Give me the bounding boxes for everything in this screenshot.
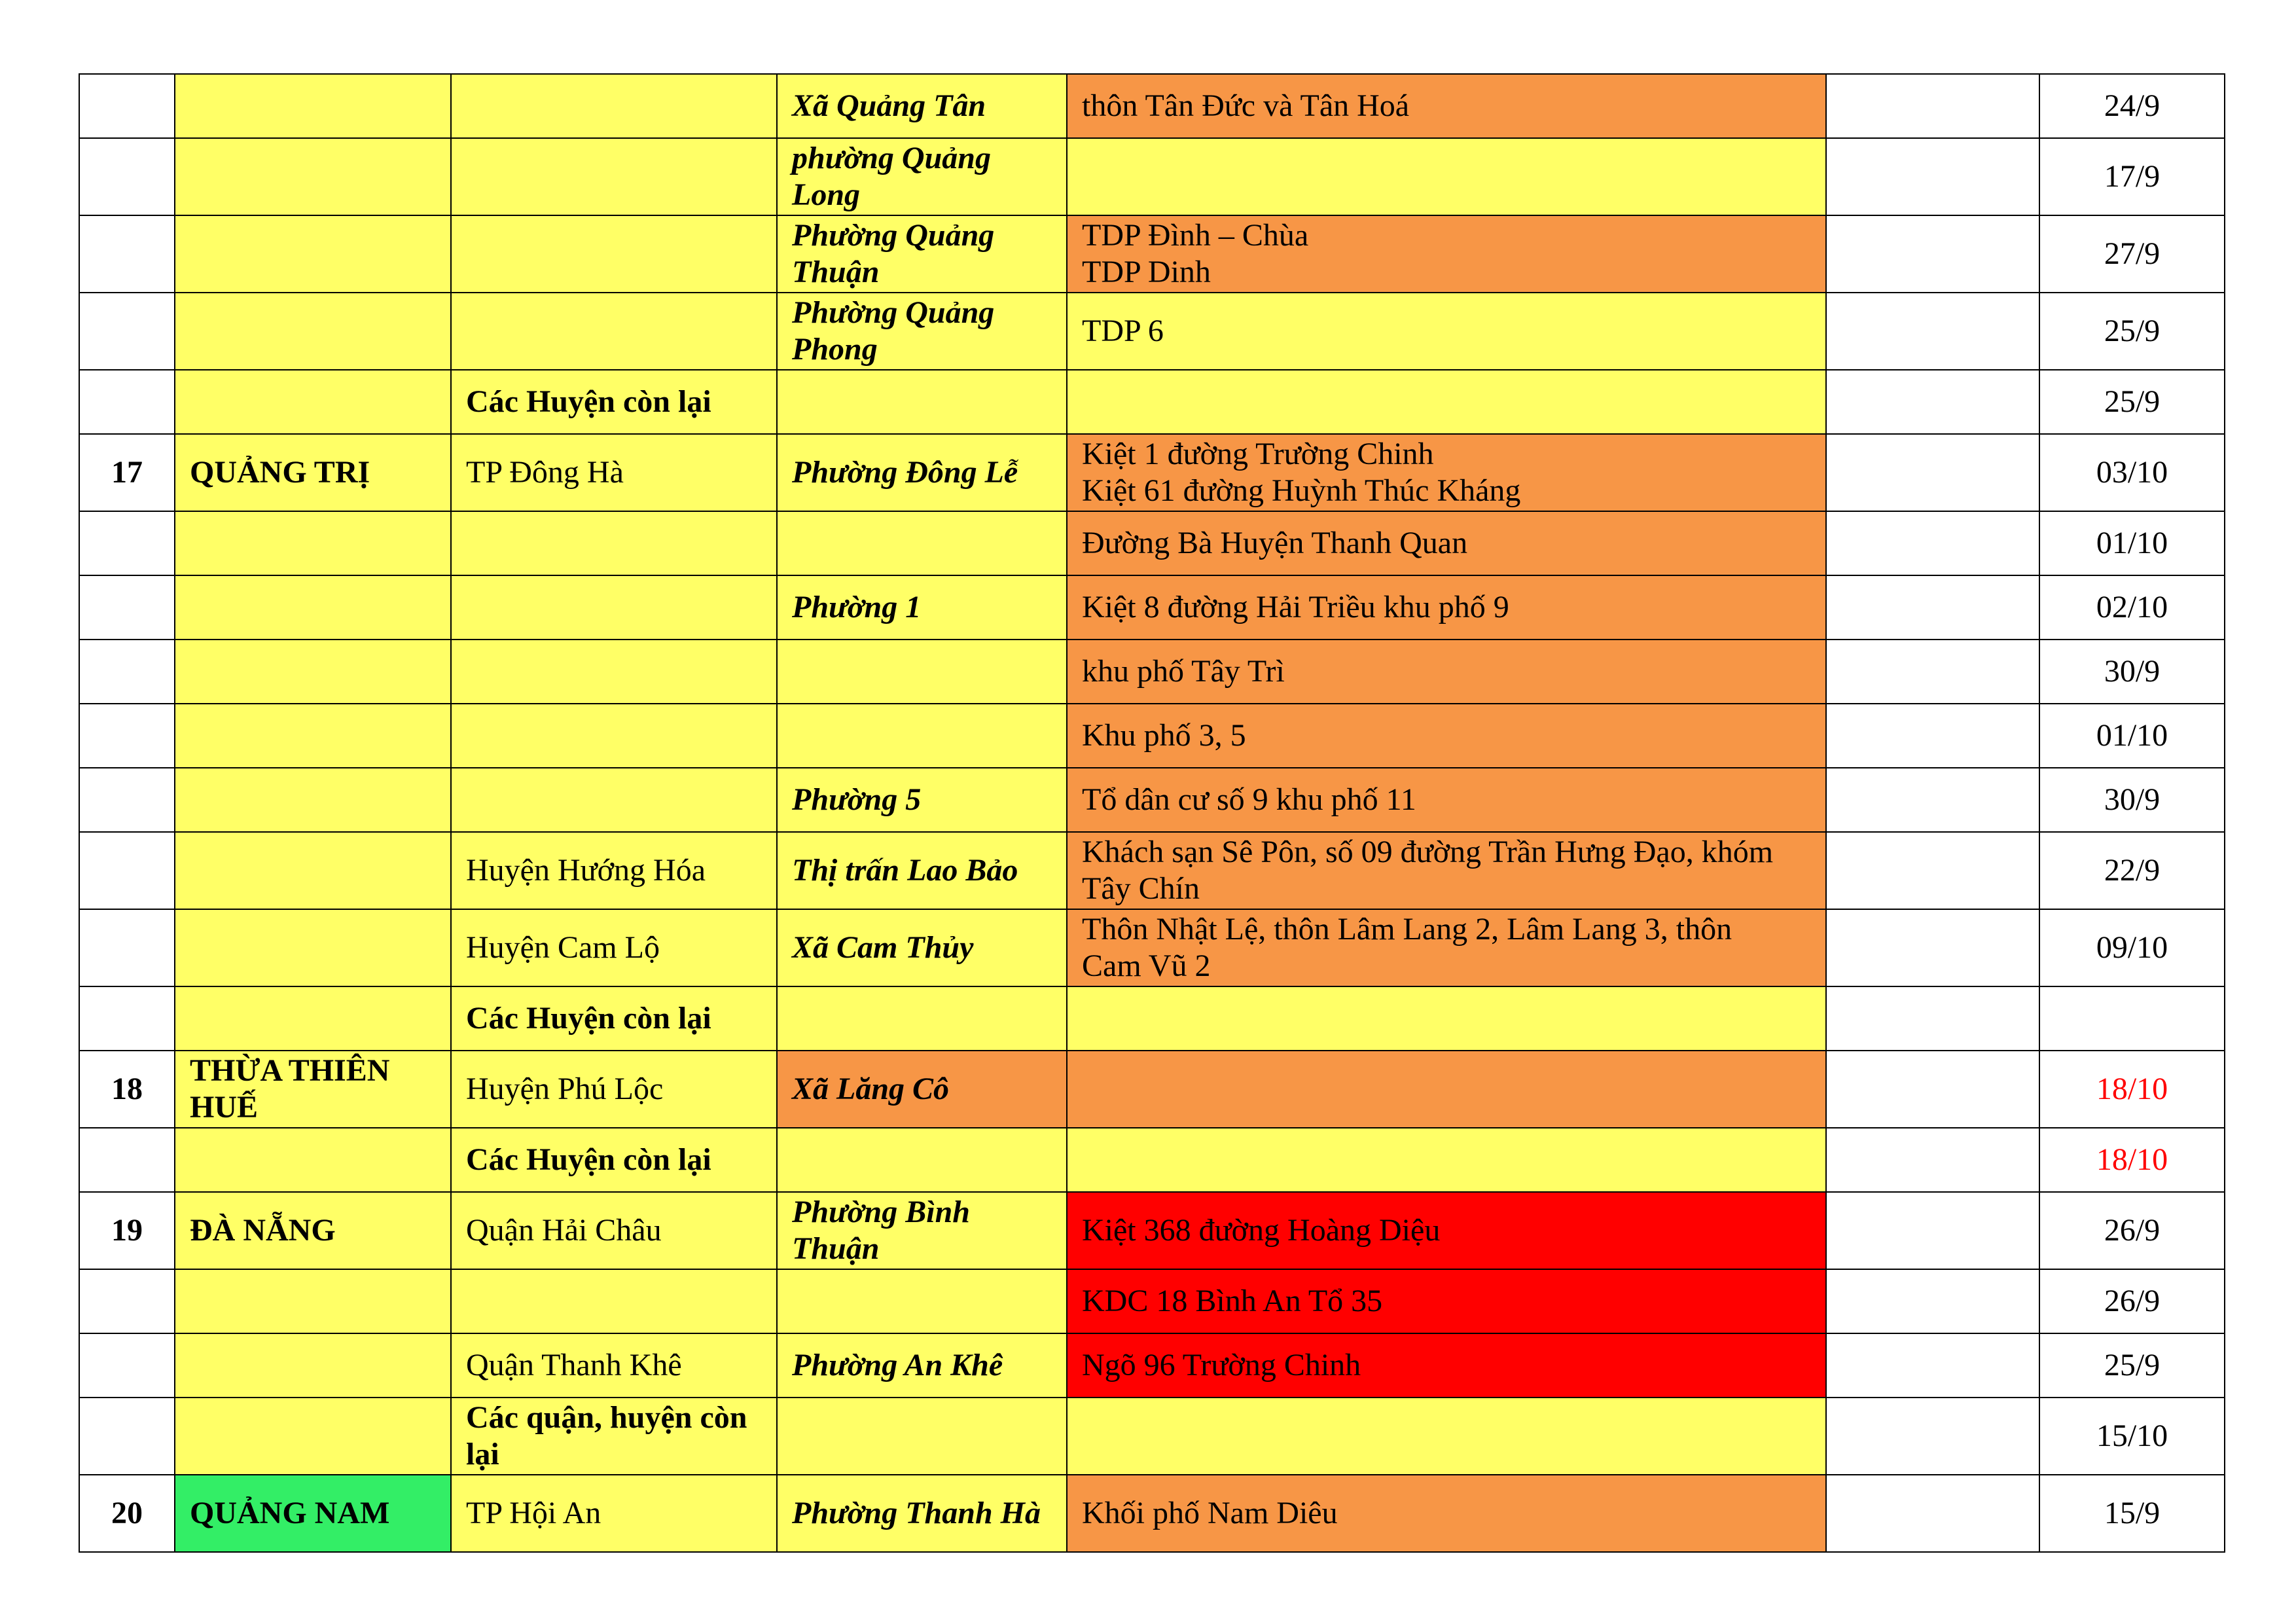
note-cell — [1826, 1333, 2039, 1398]
ward-cell: Phường Quảng Phong — [777, 293, 1067, 370]
location-line: Tây Chín — [1082, 871, 1200, 906]
ward-cell — [777, 986, 1067, 1051]
stt-cell: 19 — [79, 1192, 175, 1269]
table-row — [79, 215, 2225, 293]
note-cell — [1826, 1051, 2039, 1128]
date-cell: 03/10 — [2039, 434, 2225, 511]
date-cell: 01/10 — [2039, 511, 2225, 575]
note-cell — [1826, 434, 2039, 511]
district-cell — [451, 215, 777, 293]
location-line: Khu phố 3, 5 — [1082, 718, 1246, 753]
stt-cell — [79, 640, 175, 704]
date-cell: 02/10 — [2039, 575, 2225, 640]
ward-cell — [777, 511, 1067, 575]
stt-cell — [79, 704, 175, 768]
note-cell — [1826, 909, 2039, 986]
ward-cell: Phường Đông Lễ — [777, 434, 1067, 511]
province-cell — [175, 293, 451, 370]
note-cell — [1826, 575, 2039, 640]
note-cell — [1826, 832, 2039, 909]
district-cell — [451, 511, 777, 575]
district-cell: Huyện Hướng Hóa — [451, 832, 777, 909]
province-cell — [175, 575, 451, 640]
location-cell — [1067, 74, 1826, 138]
table-row — [79, 832, 2225, 909]
date-cell: 18/10 — [2039, 1051, 2225, 1128]
date-cell: 15/10 — [2039, 1398, 2225, 1475]
table-row — [79, 1398, 2225, 1475]
location-cell — [1067, 511, 1826, 575]
date-cell: 01/10 — [2039, 704, 2225, 768]
province-cell: QUẢNG TRỊ — [175, 434, 451, 511]
district-cell — [451, 640, 777, 704]
stt-cell — [79, 370, 175, 434]
date-cell: 25/9 — [2039, 1333, 2225, 1398]
district-cell — [451, 768, 777, 832]
district-cell: Các Huyện còn lại — [451, 370, 777, 434]
ward-cell — [777, 704, 1067, 768]
district-cell — [451, 74, 777, 138]
location-cell — [1067, 370, 1826, 434]
note-cell — [1826, 1475, 2039, 1552]
ward-cell: Xã Cam Thủy — [777, 909, 1067, 986]
table-row — [79, 575, 2225, 640]
table-row — [79, 768, 2225, 832]
ward-cell — [777, 370, 1067, 434]
table-row — [79, 1475, 2225, 1552]
location-line: thôn Tân Đức và Tân Hoá — [1082, 88, 1410, 123]
date-cell: 09/10 — [2039, 909, 2225, 986]
table-row — [79, 704, 2225, 768]
location-cell — [1067, 1269, 1826, 1333]
location-cell — [1067, 1128, 1826, 1192]
table-row — [79, 1128, 2225, 1192]
date-cell: 24/9 — [2039, 74, 2225, 138]
table-row — [79, 434, 2225, 511]
ward-cell: Phường 5 — [777, 768, 1067, 832]
location-cell — [1067, 1333, 1826, 1398]
location-line: Kiệt 1 đường Trường Chinh — [1082, 437, 1434, 471]
date-cell: 25/9 — [2039, 293, 2225, 370]
date-cell: 15/9 — [2039, 1475, 2225, 1552]
stt-cell — [79, 1333, 175, 1398]
note-cell — [1826, 1128, 2039, 1192]
location-line: TDP 6 — [1082, 314, 1164, 348]
province-cell — [175, 768, 451, 832]
location-line: Cam Vũ 2 — [1082, 948, 1211, 983]
district-cell: Huyện Cam Lộ — [451, 909, 777, 986]
table-row — [79, 138, 2225, 215]
province-cell — [175, 832, 451, 909]
location-cell — [1067, 909, 1826, 986]
note-cell — [1826, 74, 2039, 138]
stt-cell — [79, 293, 175, 370]
district-cell: TP Đông Hà — [451, 434, 777, 511]
location-cell — [1067, 768, 1826, 832]
location-cell — [1067, 575, 1826, 640]
note-cell — [1826, 1398, 2039, 1475]
ward-cell: Phường An Khê — [777, 1333, 1067, 1398]
date-cell: 26/9 — [2039, 1192, 2225, 1269]
table-row — [79, 1269, 2225, 1333]
table-row — [79, 1051, 2225, 1128]
ward-cell: Phường Quảng Thuận — [777, 215, 1067, 293]
table-row — [79, 986, 2225, 1051]
stt-cell: 18 — [79, 1051, 175, 1128]
district-cell — [451, 1269, 777, 1333]
stt-cell — [79, 768, 175, 832]
table-row — [79, 74, 2225, 138]
location-line: Đường Bà Huyện Thanh Quan — [1082, 526, 1468, 560]
ward-cell: Phường Bình Thuận — [777, 1192, 1067, 1269]
province-cell — [175, 1398, 451, 1475]
province-cell — [175, 640, 451, 704]
stt-cell — [79, 138, 175, 215]
date-cell — [2039, 986, 2225, 1051]
location-line: Thôn Nhật Lệ, thôn Lâm Lang 2, Lâm Lang 3, thôn — [1082, 912, 1732, 947]
province-cell — [175, 986, 451, 1051]
note-cell — [1826, 215, 2039, 293]
table-row — [79, 1192, 2225, 1269]
note-cell — [1826, 986, 2039, 1051]
stt-cell — [79, 575, 175, 640]
stt-cell — [79, 511, 175, 575]
location-cell — [1067, 293, 1826, 370]
district-cell: Các quận, huyện còn lại — [451, 1398, 777, 1475]
stt-cell — [79, 74, 175, 138]
table-row — [79, 511, 2225, 575]
location-line: Tổ dân cư số 9 khu phố 11 — [1082, 782, 1416, 817]
location-cell — [1067, 1192, 1826, 1269]
date-cell: 27/9 — [2039, 215, 2225, 293]
location-line: khu phố Tây Trì — [1082, 654, 1285, 689]
table-row — [79, 293, 2225, 370]
location-line: TDP Dinh — [1082, 255, 1211, 289]
location-line: Khách sạn Sê Pôn, số 09 đường Trần Hưng Đạo, khóm — [1082, 835, 1774, 869]
note-cell — [1826, 293, 2039, 370]
location-cell — [1067, 434, 1826, 511]
stt-cell — [79, 215, 175, 293]
stt-cell — [79, 832, 175, 909]
stt-cell — [79, 1398, 175, 1475]
note-cell — [1826, 1269, 2039, 1333]
stt-cell: 20 — [79, 1475, 175, 1552]
district-cell — [451, 293, 777, 370]
table-row — [79, 640, 2225, 704]
table-row — [79, 370, 2225, 434]
zone-table — [79, 73, 2225, 1553]
district-cell: Quận Thanh Khê — [451, 1333, 777, 1398]
stt-cell — [79, 1128, 175, 1192]
date-cell: 17/9 — [2039, 138, 2225, 215]
ward-cell: Phường Thanh Hà — [777, 1475, 1067, 1552]
note-cell — [1826, 511, 2039, 575]
note-cell — [1826, 704, 2039, 768]
province-cell — [175, 1333, 451, 1398]
location-line: Kiệt 368 đường Hoàng Diệu — [1082, 1213, 1441, 1248]
ward-cell: Xã Quảng Tân — [777, 74, 1067, 138]
district-cell: Huyện Phú Lộc — [451, 1051, 777, 1128]
province-cell — [175, 215, 451, 293]
location-line: TDP Đình – Chùa — [1082, 218, 1309, 253]
province-cell — [175, 74, 451, 138]
ward-cell — [777, 640, 1067, 704]
location-line: KDC 18 Bình An Tổ 35 — [1082, 1284, 1383, 1318]
ward-cell: Xã Lăng Cô — [777, 1051, 1067, 1128]
location-line: Ngõ 96 Trường Chinh — [1082, 1348, 1361, 1382]
location-cell — [1067, 1475, 1826, 1552]
location-line: Khối phố Nam Diêu — [1082, 1496, 1338, 1530]
province-cell: QUẢNG NAM — [175, 1475, 451, 1552]
location-cell — [1067, 1398, 1826, 1475]
location-cell — [1067, 640, 1826, 704]
province-cell: ĐÀ NẴNG — [175, 1192, 451, 1269]
date-cell: 30/9 — [2039, 640, 2225, 704]
ward-cell — [777, 1269, 1067, 1333]
location-cell — [1067, 986, 1826, 1051]
date-cell: 18/10 — [2039, 1128, 2225, 1192]
stt-cell — [79, 1269, 175, 1333]
date-cell: 30/9 — [2039, 768, 2225, 832]
stt-cell: 17 — [79, 434, 175, 511]
district-cell: Quận Hải Châu — [451, 1192, 777, 1269]
ward-cell — [777, 1398, 1067, 1475]
district-cell: Các Huyện còn lại — [451, 1128, 777, 1192]
location-line: Kiệt 61 đường Huỳnh Thúc Kháng — [1082, 473, 1521, 508]
location-line: Kiệt 8 đường Hải Triều khu phố 9 — [1082, 590, 1509, 624]
district-cell — [451, 704, 777, 768]
date-cell: 25/9 — [2039, 370, 2225, 434]
location-cell — [1067, 704, 1826, 768]
note-cell — [1826, 1192, 2039, 1269]
district-cell — [451, 575, 777, 640]
table-row — [79, 1333, 2225, 1398]
ward-cell: Phường 1 — [777, 575, 1067, 640]
province-cell — [175, 909, 451, 986]
district-cell: TP Hội An — [451, 1475, 777, 1552]
district-cell: Các Huyện còn lại — [451, 986, 777, 1051]
ward-cell — [777, 1128, 1067, 1192]
province-cell — [175, 138, 451, 215]
province-cell: THỪA THIÊN HUẾ — [175, 1051, 451, 1128]
ward-cell: phường Quảng Long — [777, 138, 1067, 215]
province-cell — [175, 511, 451, 575]
date-cell: 26/9 — [2039, 1269, 2225, 1333]
ward-cell: Thị trấn Lao Bảo — [777, 832, 1067, 909]
location-cell — [1067, 1051, 1826, 1128]
note-cell — [1826, 768, 2039, 832]
stt-cell — [79, 909, 175, 986]
province-cell — [175, 704, 451, 768]
stt-cell — [79, 986, 175, 1051]
province-cell — [175, 1269, 451, 1333]
table-row — [79, 909, 2225, 986]
date-cell: 22/9 — [2039, 832, 2225, 909]
location-cell — [1067, 138, 1826, 215]
note-cell — [1826, 138, 2039, 215]
district-cell — [451, 138, 777, 215]
province-cell — [175, 1128, 451, 1192]
location-cell — [1067, 215, 1826, 293]
location-cell — [1067, 832, 1826, 909]
note-cell — [1826, 370, 2039, 434]
note-cell — [1826, 640, 2039, 704]
province-cell — [175, 370, 451, 434]
